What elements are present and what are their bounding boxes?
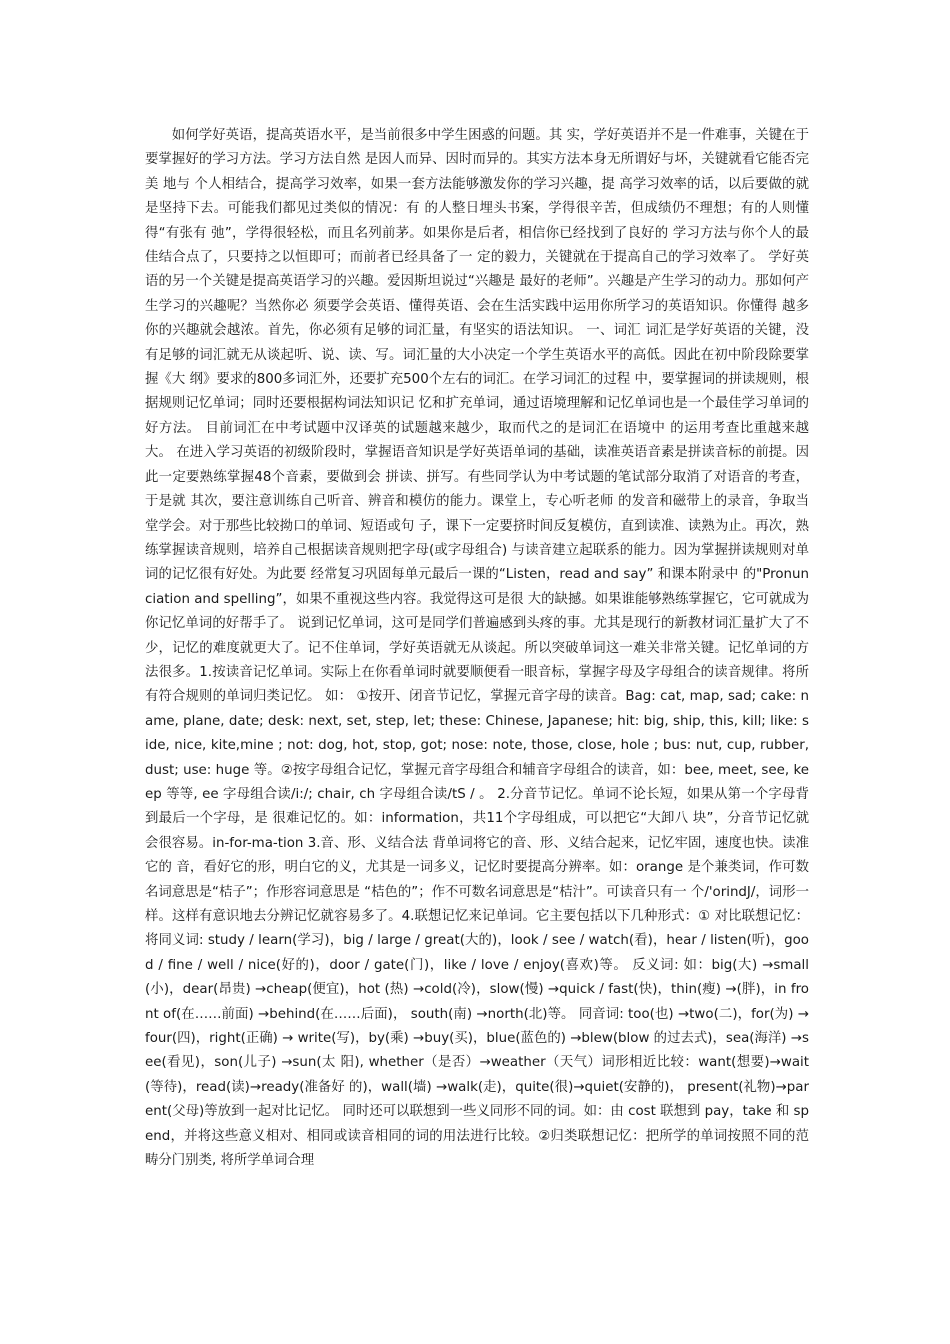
document-body-paragraph: 如何学好英语，提高英语水平，是当前很多中学生困惑的问题。其 实，学好英语并不是一件难事，关键在于要掌握好的学习方法。学习方法自然 是因人而异、因时而异的。其实方法本身无所谓好与坏，关键就看它能否完美 地与 个人相结合，提高学习效率，如果一套方法能够激发你的学习兴趣，提 高学习效率的话，以后要做的就是坚持下去。可能我们都见过类似的情况：有 的人整日埋头书案，学得很辛苦，但成绩仍不理想；有的人则懂得“有张有 弛”，学得很轻松，而且名列前茅。如果你是后者，相信你已经找到了良好的 学习方法与你个人的最佳结合点了，只要持之以恒即可；而前者已经具备了一 定的毅力，关键就在于提高自己的学习效率了。 学好英语的另一个关键是提高英语学习的兴趣。爱因斯坦说过“兴趣是 最好的老师”。兴趣是产生学习的动力。那如何产生学习的兴趣呢？当然你必 须要学会英语、懂得英语、会在生活实践中运用你所学习的英语知识。你懂得 越多你的兴趣就会越浓。首先，你必须有足够的词汇量，有坚实的语法知识。 一、词汇 词汇是学好英语的关键，没有足够的词汇就无从谈起听、说、读、写。词汇量的大小决定一个学生英语水平的高低。因此在初中阶段除要掌握《大 纲》要求的800多词汇外，还要扩充500个左右的词汇。在学习词汇的过程 中，要掌握词的拼读规则，根据规则记忆单词；同时还要根据构词法知识记 忆和扩充单词，通过语境理解和记忆单词也是一个最佳学习单词的好方法。 目前词汇在中考试题中汉译英的试题越来越少，取而代之的是词汇在语境中 的运用考查比重越来越大。 在进入学习英语的初级阶段时，掌握语音知识是学好英语单词的基础，读准英语音素是拼读音标的前提。因此一定要熟练掌握48个音素，要做到会 拼读、拼写。有些同学认为中考试题的笔试部分取消了对语音的考查，于是就 其次，要注意训练自己听音、辨音和模仿的能力。课堂上，专心听老师 的发音和磁带上的录音，争取当堂学会。对于那些比较拗口的单词、短语或句 子，课下一定要挤时间反复模仿，直到读准、读熟为止。再次，熟练掌握读音规则，培养自己根据读音规则把字母(或字母组合) 与读音建立起联系的能力。因为掌握拼读规则对单词的记忆很有好处。为此要 经常复习巩固每单元最后一课的“Listen，read and say” 和课本附录中 的"Pronunciation and spelling”，如果不重视这些内容。我觉得这可是很 大的缺撼。如果谁能够熟练掌握它，它可就成为你记忆单词的好帮手了。 说到记忆单词，这可是同学们普遍感到头疼的事。尤其是现行的新教材词汇量扩大了不少，记忆的难度就更大了。记不住单词，学好英语就无从谈起。所以突破单词这一难关非常关键。记忆单词的方法很多。1.按读音记忆单词。实际上在你看单词时就要顺便看一眼音标，掌握字母及字母组合的读音规律。将所有符合规则的单词归类记忆。 如： ①按开、闭音节记忆，掌握元音字母的读音。Bag: cat, map, sad; cake: name, plane, date; desk: next, set, step, let; these: Chinese, Japanese; hit: big, ship, this, kill; like: side, nice, kite,mine ; not: dog, hot, stop, got; nose: note, those, close, hole ; bus: nut, cup, rubber, dust; use: huge 等。②按字母组合记忆，掌握元音字母组合和辅音字母组合的读音，如：bee, meet, see, keep 等等, ee 字母组合读/i:/; chair, ch 字母组合读/tS / 。 2.分音节记忆。单词不论长短，如果从第一个字母背到最后一个字母，是 很难记忆的。如：information，共11个字母组成，可以把它“大卸八 块”，分音节记忆就会很容易。in-for-ma-tion 3.音、形、义结合法 背单词将它的音、形、义结合起来，记忆牢固，速度也快。读准它的 音，看好它的形，明白它的义，尤其是一词多义，记忆时要提高分辨率。如：orange 是个兼类词，作可数名词意思是“桔子”；作形容词意思是 “桔色的”；作不可数名词意思是“桔汁”。可读音只有一 个/'orindJ/，词形一样。这样有意识地去分辨记忆就容易多了。4.联想记忆来记单词。它主要包括以下几种形式：① 对比联想记忆：将同义词: study / learn(学习)，big / large / great(大的)，look / see / watch(看)，hear / listen(听)，good / fine / well / nice(好的)，door / gate(门)，like / love / enjoy(喜欢)等。 反义词: 如：big(大) →small(小)，dear(昂贵) →cheap(便宜)，hot (热) →cold(冷)，slow(慢) →quick / fast(快)，thin(瘦) →(胖)，in front of(在……前面) →behind(在……后面)， south(南) →north(北)等。 同音词: too(也) →two(二)，for(为) →four(四)，right(正确) → write(写)，by(乘) →buy(买)，blue(蓝色的) →blew(blow 的过去式)，sea(海洋) →see(看见)，son(儿子) →sun(太 阳), whether（是否）→weather（天气）词形相近比较：want(想要)→wait(等待)，read(读)→ready(准备好 的)，wall(墙) →walk(走)，quite(很)→quiet(安静的)， present(礼物)→parent(父母)等放到一起对比记忆。 同时还可以联想到一些义同形不同的词。如：由 cost 联想到 pay，take 和 spend，并将这些意义相对、相同或读音相同的词的用法进行比较。②归类联想记忆：把所学的单词按照不同的范畴分门别类, 将所学单词合理 — [145, 128, 809, 1169]
